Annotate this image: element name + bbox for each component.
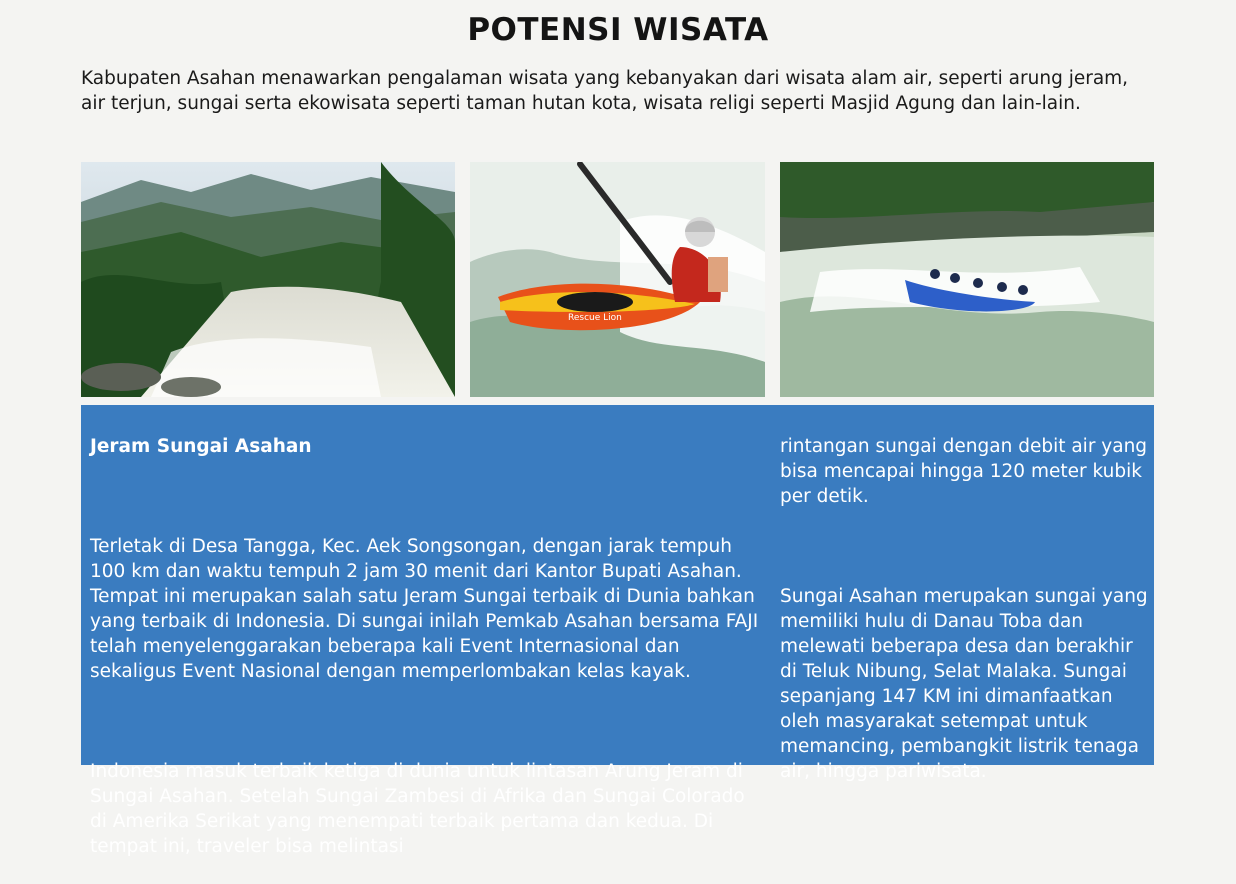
kayak-brand-text: Rescue Lion xyxy=(568,313,622,323)
intro-paragraph: Kabupaten Asahan menawarkan pengalaman wisata yang kebanyakan dari wisata alam air, seperti arung jeram, air terjun, sungai serta ekowisata seperti taman hutan kota, wisata religi seperti Masjid Agung dan lain-lain. xyxy=(81,68,1129,114)
article-heading: Jeram Sungai Asahan xyxy=(90,436,312,457)
page-title: POTENSI WISATA xyxy=(467,12,769,48)
article-panel xyxy=(81,405,1154,857)
river-valley-photo xyxy=(81,162,455,397)
article-paragraph-2-continued: rintangan sungai dengan debit air yang bisa mencapai hingga 120 meter kubik per detik. xyxy=(780,436,1148,507)
article-paragraph-1: Terletak di Desa Tangga, Kec. Aek Songsongan, dengan jarak tempuh 100 km dan waktu tempuh 2 jam 30 menit dari Kantor Bupati Asahan. Tempat ini merupakan salah satu Jeram Sungai terbaik di Dunia bahkan yang terbaik di Indonesia. Di sungai inilah Pemkab Asahan bersama FAJI telah menyelenggarakan beberapa kali Event Internasional dan sekaligus Event Nasional dengan memperlombakan kelas kayak. xyxy=(90,536,759,682)
article-paragraph-3: Sungai Asahan merupakan sungai yang memiliki hulu di Danau Toba dan melewati beberapa desa dan berakhir di Teluk Nibung, Selat Malaka. Sungai sepanjang 147 KM ini dimanfaatkan oleh masyarakat setempat untuk memancing, pembangkit listrik tenaga air, hingga pariwisata. xyxy=(780,586,1148,782)
kayak-photo xyxy=(470,162,765,397)
article-left-column xyxy=(90,409,760,884)
article-right-column xyxy=(780,409,1152,809)
rafting-photo xyxy=(780,162,1154,397)
article-paragraph-2: Indonesia masuk terbaik ketiga di dunia untuk lintasan Arung Jeram di Sungai Asahan. Setelah Sungai Zambesi di Afrika dan Sungai Colorado di Amerika Serikat yang menempati terbaik pertama dan kedua. Di tempat ini, traveler bisa melintasi xyxy=(90,761,745,857)
